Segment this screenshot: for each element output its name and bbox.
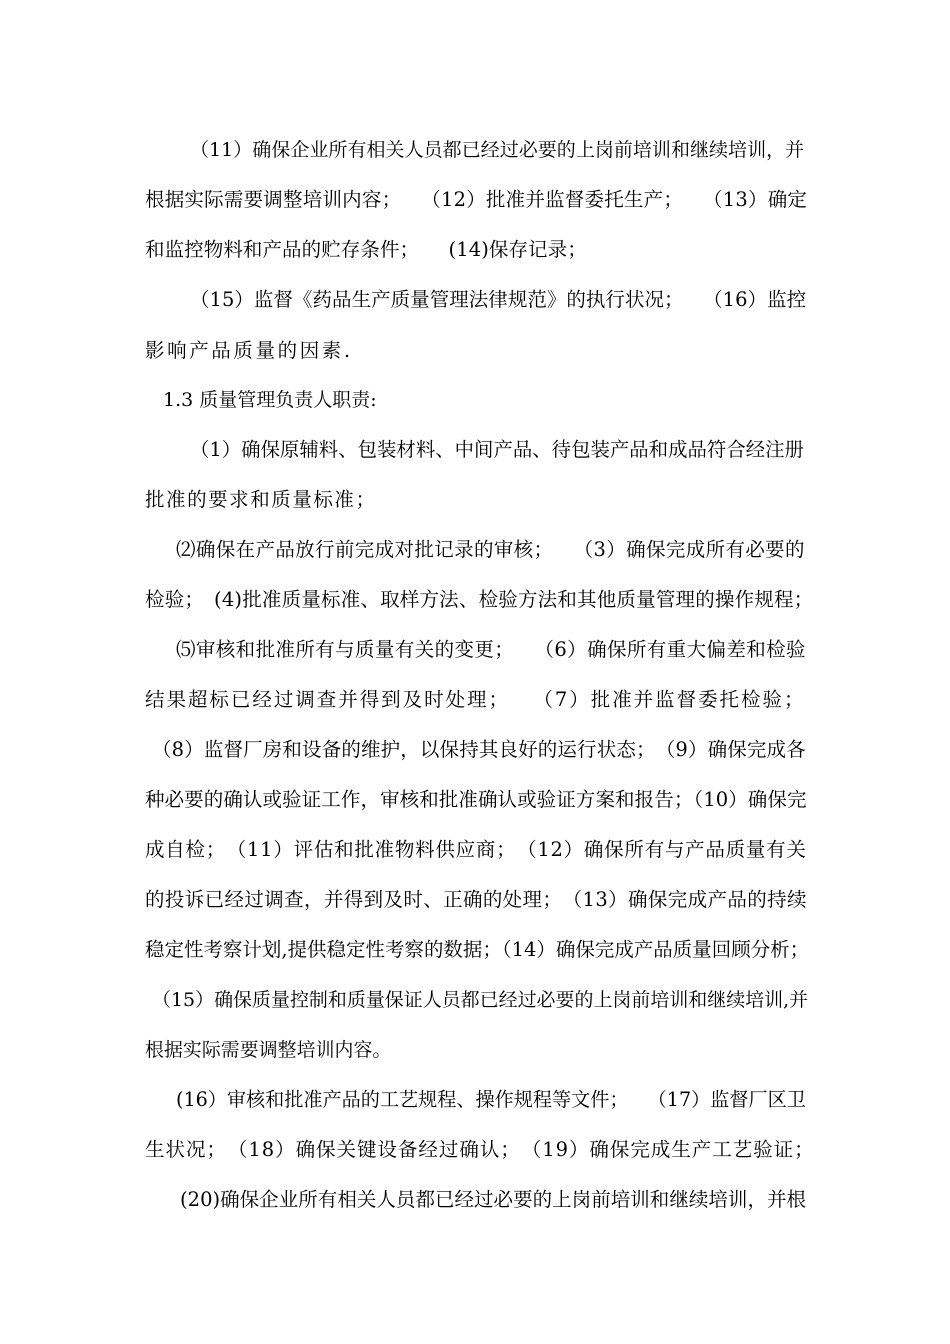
text-line: （15）监督《药品生产质量管理法律规范》的执行状况； （16）监控 bbox=[190, 288, 807, 311]
text-line: （11）确保企业所有相关人员都已经过必要的上岗前培训和继续培训，并 bbox=[190, 139, 805, 161]
text-line: 影响产品质量的因素. bbox=[145, 339, 353, 362]
text-line: (16）审核和批准产品的工艺规程、操作规程等文件； （17）监督厂区卫 bbox=[176, 1088, 806, 1111]
text-line: （1）确保原辅料、包装材料、中间产品、待包装产品和成品符合经注册 bbox=[190, 438, 804, 461]
text-line: 根据实际需要调整培训内容。 bbox=[145, 1039, 392, 1061]
text-line: 生状况； （18）确保关键设备经过确认； （19）确保完成生产工艺验证； bbox=[145, 1138, 815, 1161]
text-line: 的投诉已经过调查，并得到及时、正确的处理； （13）确保完成产品的持续 bbox=[145, 888, 807, 911]
text-line: ⑸审核和批准所有与质量有关的变更； （6）确保所有重大偏差和检验 bbox=[176, 638, 806, 661]
text-line: ⑵确保在产品放行前完成对批记录的审核； （3）确保完成所有必要的 bbox=[176, 538, 805, 561]
text-line: （15）确保质量控制和质量保证人员都已经过必要的上岗前培训和继续培训,并 bbox=[152, 989, 809, 1011]
text-line: 种必要的确认或验证工作，审核和批准确认或验证方案和报告；（10）确保完 bbox=[145, 788, 807, 811]
section-heading: 1.3 质量管理负责人职责: bbox=[163, 389, 377, 411]
text-line: 根据实际需要调整培训内容； （12）批准并监督委托生产； （13）确定 bbox=[145, 188, 808, 211]
text-line: （8）监督厂房和设备的维护，以保持其良好的运行状态； （9）确保完成各 bbox=[152, 738, 806, 761]
text-line: 检验； (4)批准质量标准、取样方法、检验方法和其他质量管理的操作规程； bbox=[145, 588, 814, 611]
text-line: (20)确保企业所有相关人员都已经过必要的上岗前培训和继续培训，并根 bbox=[180, 1188, 807, 1211]
text-line: 和监控物料和产品的贮存条件； (14)保存记录； bbox=[145, 238, 587, 261]
text-line: 批准的要求和质量标准； bbox=[145, 488, 377, 511]
text-line: 稳定性考察计划,提供稳定性考察的数据；（14）确保完成产品质量回顾分析； bbox=[145, 938, 810, 961]
text-line: 成自检； （11）评估和批准物料供应商； （12）确保所有与产品质量有关 bbox=[145, 838, 807, 861]
text-line: 结果超标已经过调查并得到及时处理； （7）批准并监督委托检验； bbox=[145, 688, 806, 711]
